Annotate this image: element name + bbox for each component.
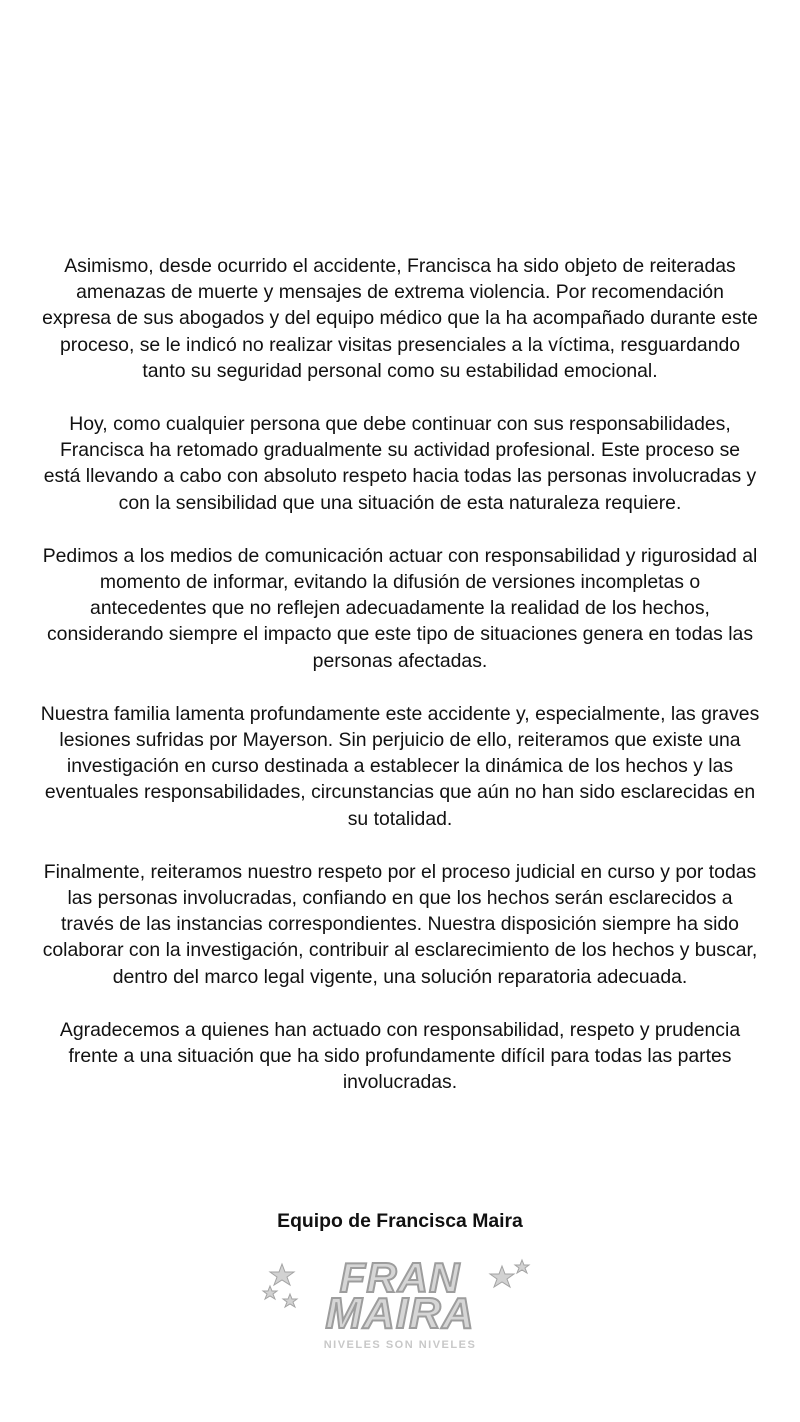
logo-line-2: MAIRA: [325, 1289, 475, 1338]
statement-paragraph-3: Pedimos a los medios de comunicación actuar con responsabilidad y rigurosidad al momento de informar, evitando la difusión de versiones incompletas o antecedentes que no reflejen adecuadamente la realidad de los hechos, considerando siempre el impacto que este tipo de situaciones genera en todas las personas afectadas.: [42, 544, 758, 672]
statement-body: [40, 253, 760, 1122]
statement-paragraph-4: Nuestra familia lamenta profundamente este accidente y, especialmente, las graves lesiones sufridas por Mayerson. Sin perjuicio de ello, reiteramos que existe una investigación en curso destinada a establecer la dinámica de los hechos y las eventuales responsabilidades, circunstancias que aún no han sido esclarecidas en su totalidad.: [40, 702, 760, 830]
fran-maira-logo: [250, 1252, 550, 1356]
logo-line-1: FRAN: [339, 1254, 461, 1301]
star-icon: [263, 1286, 277, 1299]
statement-paragraph-5: Finalmente, reiteramos nuestro respeto por el proceso judicial en curso y por todas las personas involucradas, confiando en que los hechos serán esclarecidos a través de las instancias correspondientes. Nuestra disposición siempre ha sido colaborar con la investigación, contribuir al esclarecimiento de los hechos y buscar, dentro del marco legal vigente, una solución reparatoria adecuada.: [42, 860, 758, 988]
star-icon: [515, 1260, 529, 1273]
logo-tagline: NIVELES SON NIVELES: [323, 1339, 477, 1351]
statement-signature: Equipo de Francisca Maira: [277, 1210, 523, 1232]
statement-paragraph-2: Hoy, como cualquier persona que debe continuar con sus responsabilidades, Francisca ha retomado gradualmente su actividad profesional. Este proceso se está llevando a cabo con absoluto respeto hacia todas las personas involucradas y con la sensibilidad que una situación de esta naturaleza requiere.: [43, 413, 757, 514]
star-icon: [270, 1264, 294, 1285]
statement-paragraph-6: Agradecemos a quienes han actuado con responsabilidad, respeto y prudencia frente a una situación que ha sido profundamente difícil para todas las partes involucradas.: [59, 1018, 741, 1094]
star-icon: [283, 1294, 297, 1307]
star-icon: [490, 1266, 514, 1287]
statement-paragraph-1: Asimismo, desde ocurrido el accidente, Francisca ha sido objeto de reiteradas amenazas de muerte y mensajes de extrema violencia. Por recomendación expresa de sus abogados y del equipo médico que la ha acompañado durante este proceso, se le indicó no realizar visitas presenciales a la víctima, resguardando tanto su seguridad personal como su estabilidad emocional.: [42, 255, 758, 382]
